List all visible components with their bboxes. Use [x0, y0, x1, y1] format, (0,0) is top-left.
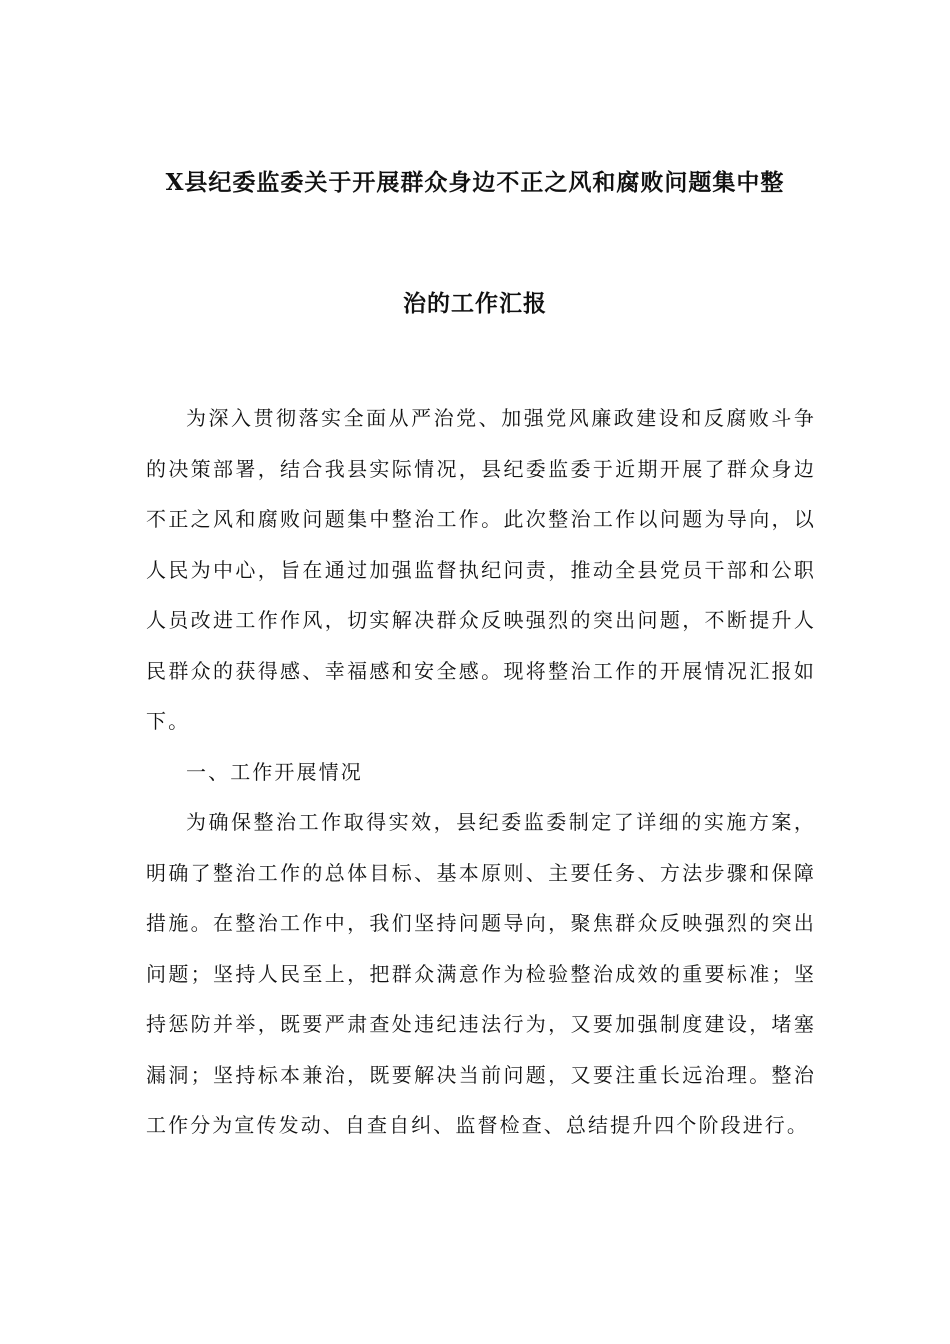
intro-paragraph: 为深入贯彻落实全面从严治党、加强党风廉政建设和反腐败斗争的决策部署，结合我县实际情况，县纪委监委于近期开展了群众身边不正之风和腐败问题集中整治工作。此次整治工作以问题为导向，以人民为中心，旨在通过加强监督执纪问责，推动全县党员干部和公职人员改进工作作风，切实解决群众反映强烈的突出问题，不断提升人民群众的获得感、幸福感和安全感。现将整治工作的开展情况汇报如下。	[146, 406, 816, 733]
document-title-line-2: 治的工作汇报	[403, 290, 547, 317]
document-title-line-1: X县纪委监委关于开展群众身边不正之风和腐败问题集中整	[165, 169, 785, 196]
document-body	[146, 393, 816, 1151]
section-paragraph: 为确保整治工作取得实效，县纪委监委制定了详细的实施方案，明确了整治工作的总体目标、基本原则、主要任务、方法步骤和保障措施。在整治工作中，我们坚持问题导向，聚焦群众反映强烈的突出问题；坚持人民至上，把群众满意作为检验整治成效的重要标准；坚持惩防并举，既要严肃查处违纪违法行为，又要加强制度建设，堵塞漏洞；坚持标本兼治，既要解决当前问题，又要注重长远治理。整治工作分为宣传发动、自查自纠、监督检查、总结提升四个阶段进行。	[146, 810, 816, 1137]
section-heading: 一、工作开展情况	[186, 759, 363, 784]
